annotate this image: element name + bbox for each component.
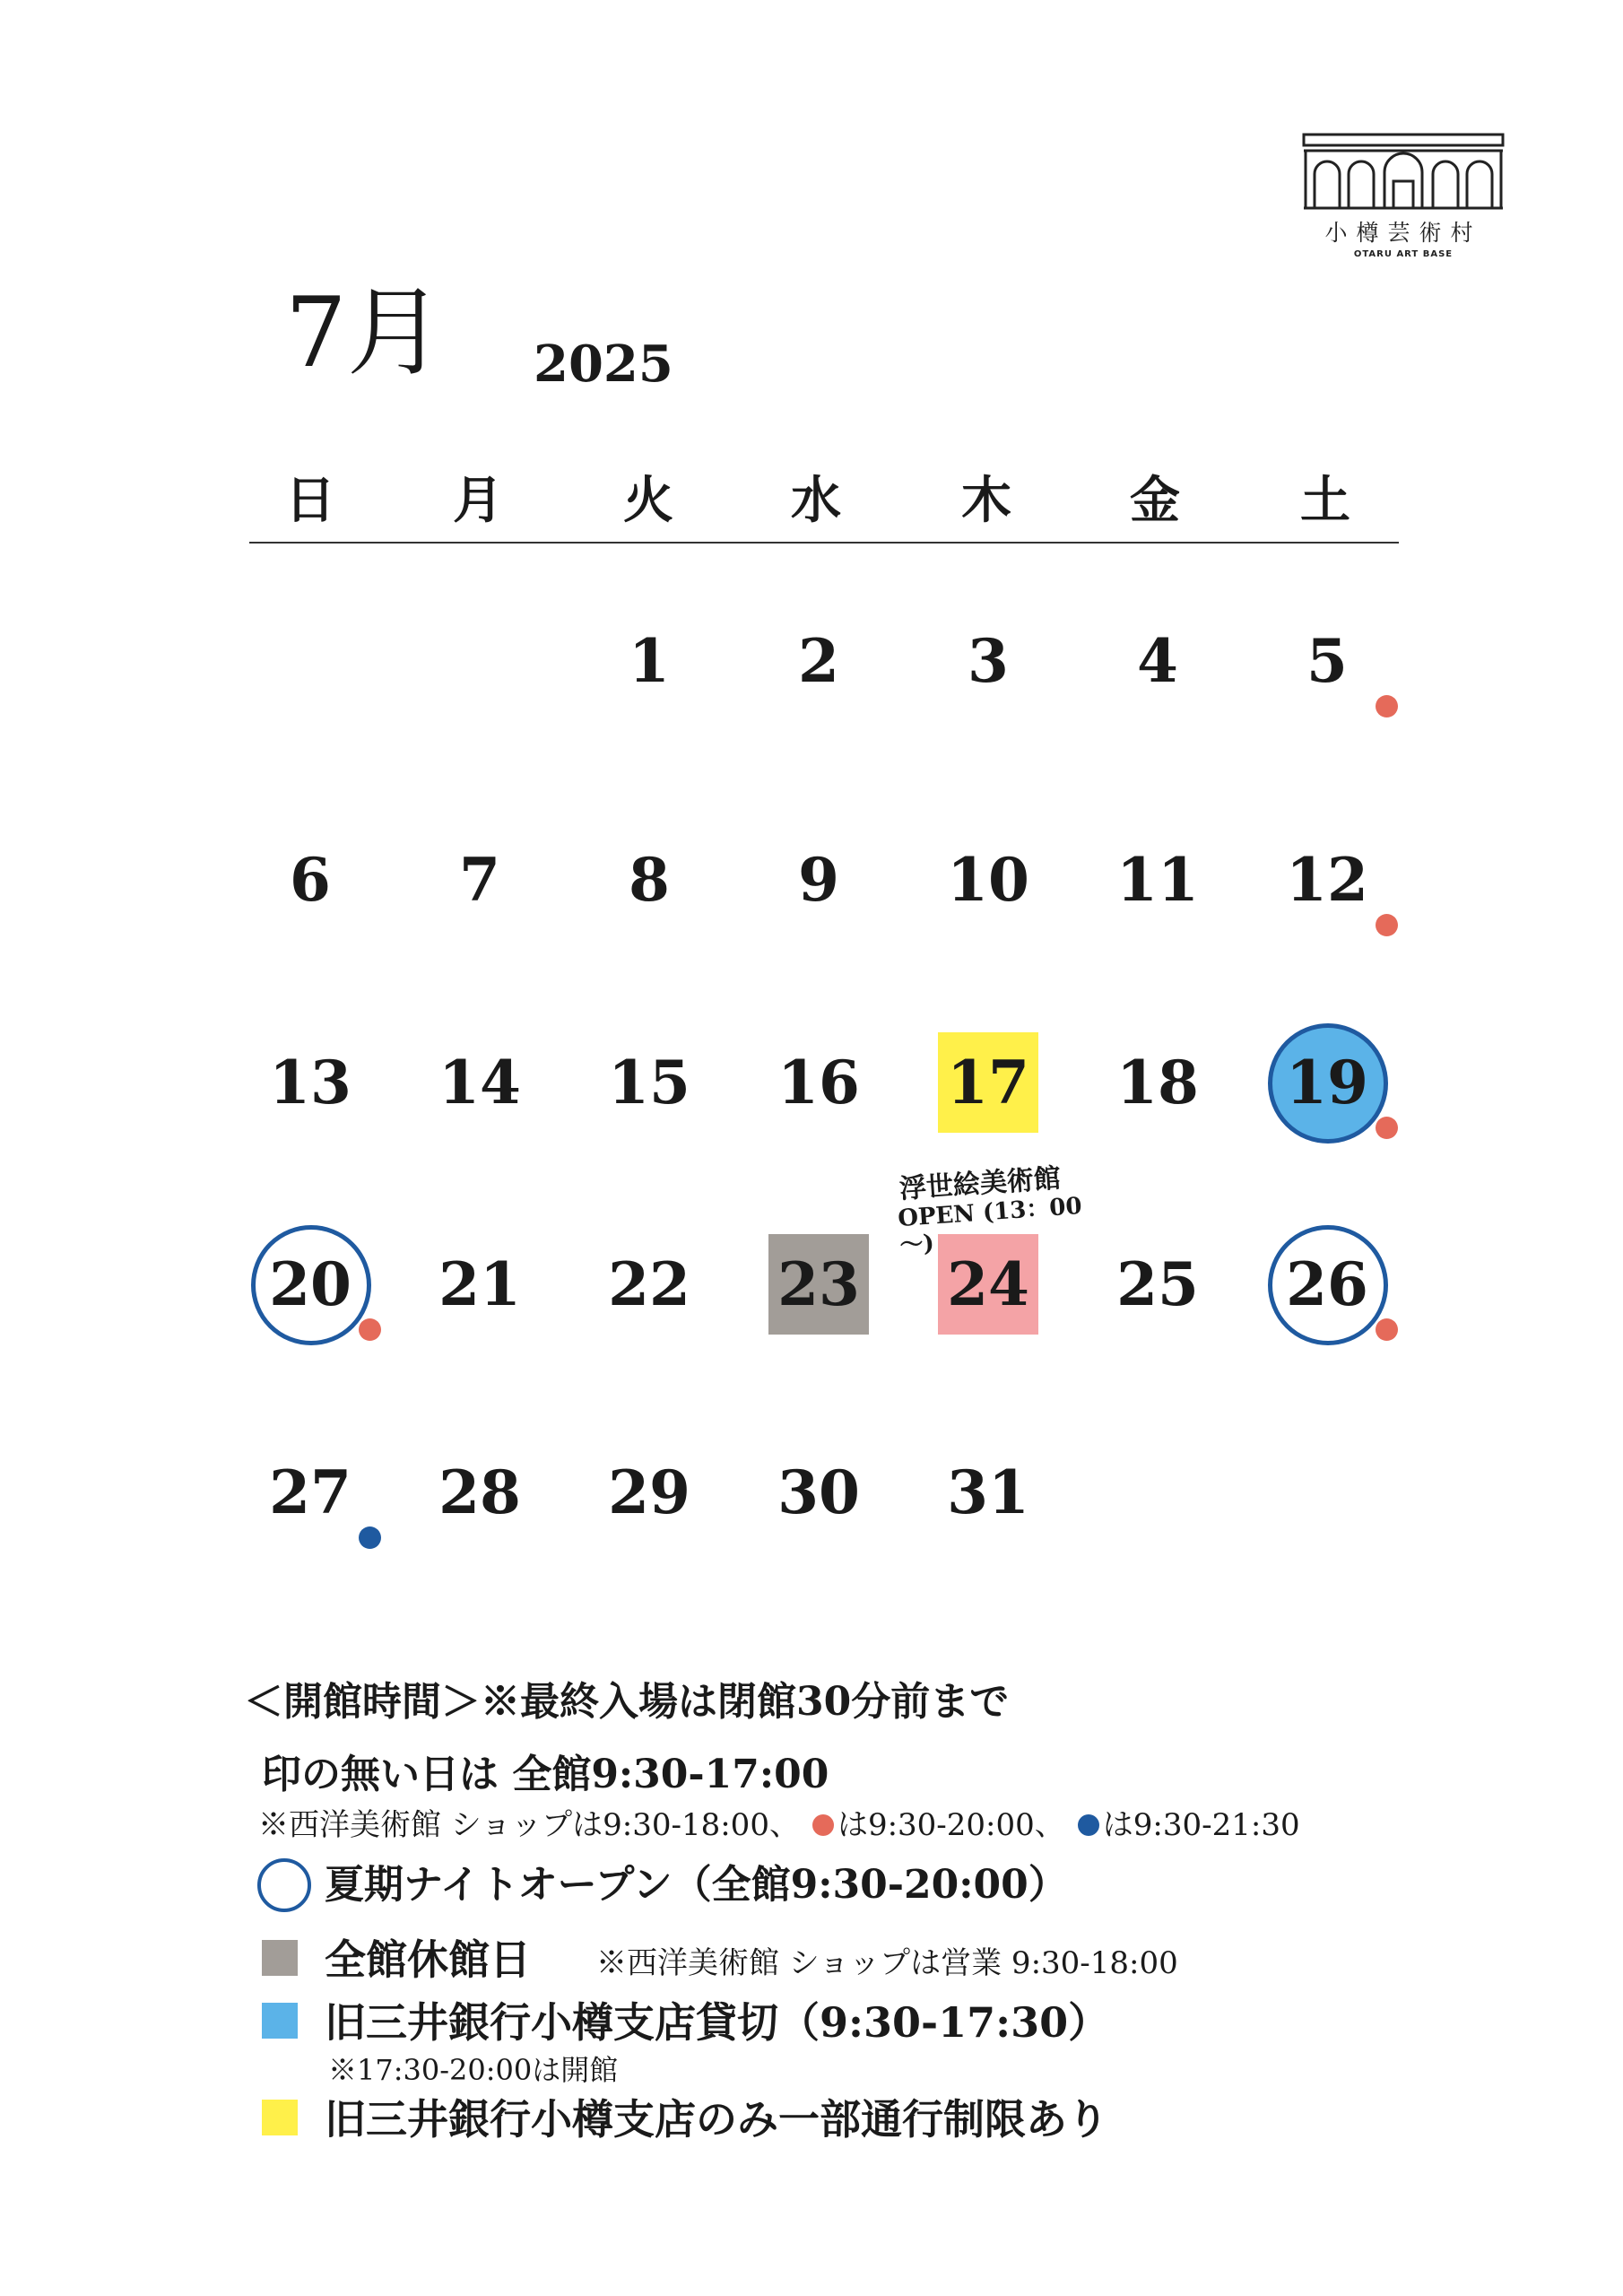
calendar-day-1: 1	[629, 626, 670, 696]
building-icon	[1302, 133, 1505, 210]
opening-hours-title: ＜開館時間＞※最終入場は閉館30分前まで	[244, 1679, 1010, 1725]
calendar-day-19: 19	[1286, 1048, 1368, 1118]
calendar-day-15: 15	[608, 1048, 690, 1118]
hours-note-prefix: ※西洋美術館 ショップは9:30-18:00、	[258, 1807, 800, 1843]
calendar-day-27: 27	[269, 1457, 352, 1527]
calendar-day-18: 18	[1116, 1048, 1199, 1118]
weekday-sun: 日	[285, 471, 335, 530]
charter-legend-icon	[262, 2003, 298, 2039]
calendar-day-7: 7	[459, 845, 500, 915]
red-dot-icon	[812, 1814, 834, 1836]
calendar-day-10: 10	[947, 845, 1029, 915]
weekday-wed: 水	[791, 471, 841, 530]
otaru-art-base-logo	[1291, 133, 1515, 276]
calendar-day-9: 9	[798, 845, 839, 915]
hours-note-red: は9:30-20:00、	[837, 1807, 1065, 1843]
calendar-day-22: 22	[608, 1249, 690, 1319]
calendar-day-21: 21	[438, 1249, 521, 1319]
calendar-day-16: 16	[777, 1048, 860, 1118]
calendar-day-31: 31	[947, 1457, 1029, 1527]
calendar-day-26: 26	[1286, 1249, 1368, 1319]
closed-day-note: ※西洋美術館 ショップは営業 9:30-18:00	[596, 1945, 1178, 1981]
weekday-fri: 金	[1130, 471, 1180, 530]
ukiyoe-annotation-title: 浮世絵美術館	[898, 1162, 1062, 1205]
charter-note: ※17:30-20:00は開館	[328, 2053, 619, 2087]
calendar-day-4: 4	[1137, 626, 1178, 696]
calendar-day-5: 5	[1306, 626, 1348, 696]
month-title: 7月	[285, 277, 444, 389]
ring-legend-icon	[257, 1858, 311, 1912]
weekday-mon: 月	[453, 471, 503, 530]
calendar-day-25: 25	[1116, 1249, 1199, 1319]
calendar-day-23: 23	[777, 1249, 860, 1319]
header-divider	[249, 542, 1399, 544]
unmarked-days-hours: 印の無い日は 全館9:30-17:00	[262, 1752, 829, 1797]
logo-subtitle: OTARU ART BASE	[1353, 249, 1454, 259]
calendar-day-11: 11	[1116, 845, 1199, 915]
calendar-day-24: 24	[947, 1249, 1029, 1319]
closed-day-label: 全館休館日	[325, 1935, 531, 1984]
closed-legend-icon	[262, 1940, 298, 1976]
calendar-day-20: 20	[269, 1249, 352, 1319]
summer-night-open-label: 夏期ナイトオープン（全館9:30-20:00）	[325, 1862, 1068, 1908]
hours-note-blue: は9:30-21:30	[1102, 1807, 1300, 1843]
ukiyoe-open-annotation	[898, 1161, 1110, 1259]
calendar-day-6: 6	[290, 845, 331, 915]
calendar-day-13: 13	[269, 1048, 352, 1118]
year-label: 2025	[534, 335, 673, 394]
calendar-day-2: 2	[798, 626, 839, 696]
calendar-day-12: 12	[1286, 845, 1368, 915]
calendar-day-8: 8	[629, 845, 670, 915]
hours-note	[258, 1807, 1300, 1843]
calendar-day-14: 14	[438, 1048, 521, 1118]
blue-dot-icon	[1078, 1814, 1099, 1836]
red-dot-icon	[1376, 695, 1398, 718]
ukiyoe-annotation-time: OPEN (13：00～)	[897, 1192, 1083, 1260]
restriction-legend-icon	[262, 2100, 298, 2135]
red-dot-icon	[1376, 914, 1398, 936]
red-dot-icon	[359, 1318, 381, 1341]
calendar-day-29: 29	[608, 1457, 690, 1527]
weekday-thu: 木	[961, 471, 1011, 530]
calendar-day-17: 17	[947, 1048, 1029, 1118]
weekday-sat: 土	[1300, 471, 1350, 530]
restriction-label: 旧三井銀行小樽支店のみ一部通行制限あり	[325, 2095, 1108, 2144]
blue-dot-icon	[359, 1526, 381, 1549]
red-dot-icon	[1376, 1117, 1398, 1139]
calendar-day-28: 28	[438, 1457, 521, 1527]
logo-name: 小樽芸術村	[1324, 220, 1482, 246]
calendar-day-3: 3	[968, 626, 1009, 696]
charter-label: 旧三井銀行小樽支店貸切（9:30-17:30）	[325, 1998, 1110, 2047]
red-dot-icon	[1376, 1318, 1398, 1341]
calendar-day-30: 30	[777, 1457, 860, 1527]
weekday-tue: 火	[623, 471, 673, 530]
